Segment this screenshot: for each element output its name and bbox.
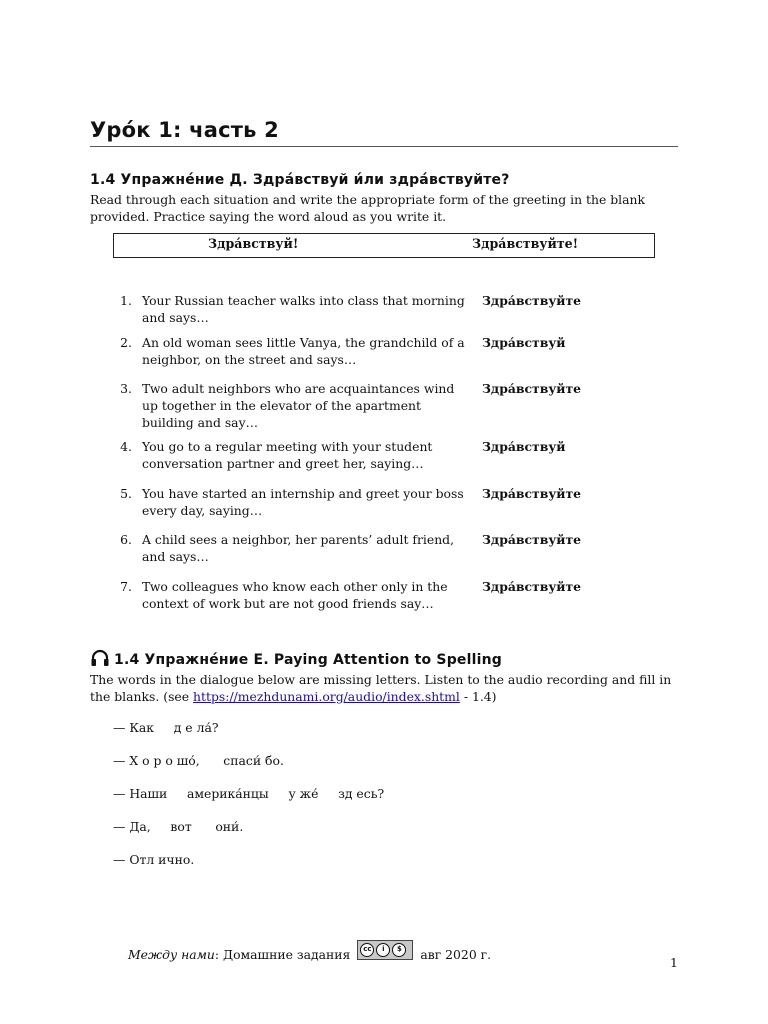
exercise-e-heading-row: [90, 649, 502, 671]
footer-book-title: Между нами: [128, 946, 215, 962]
item-answer: Здра́вствуй: [482, 439, 566, 454]
item-situation: An old woman sees little Vanya, the grandchild of a neighbor, on the street and says…: [142, 335, 465, 367]
item-number: 2.: [120, 335, 132, 350]
dialogue-line: — Наши америка́нцы у же́ зд есь?: [113, 786, 385, 801]
title-divider: [90, 146, 678, 147]
item-answer: Здра́вствуйте: [482, 532, 582, 547]
item-answer: Здра́вствуйте: [482, 381, 582, 396]
choice-formal: Здра́вствуйте!: [472, 236, 579, 251]
dialogue-line: — Отл ично.: [113, 852, 195, 867]
exercise-e-instructions: [90, 672, 680, 705]
item-situation: Your Russian teacher walks into class that morning and says…: [142, 293, 465, 325]
choice-informal: Здра́вствуй!: [208, 236, 299, 251]
cc-license-icon: cc i $: [357, 940, 413, 960]
item-number: 3.: [120, 381, 132, 396]
headphones-icon: [90, 649, 110, 671]
item-answer: Здра́вствуйте: [482, 293, 582, 308]
item-answer: Здра́вствуйте: [482, 486, 582, 501]
item-answer: Здра́вствуйте: [482, 579, 582, 594]
item-situation: Two colleagues who know each other only in the context of work but are not good friends say…: [142, 579, 448, 611]
dialogue-line: — Как д е ла́?: [113, 720, 219, 735]
footer-subtitle: : Домашние задания: [214, 946, 351, 962]
page-number: 1: [670, 955, 678, 970]
item-situation: You go to a regular meeting with your student conversation partner and greet her, saying…: [142, 439, 433, 471]
exercise-e-heading: 1.4 Упражне́ние Е. Paying Attention to Spelling: [114, 652, 503, 668]
item-answer: Здра́вствуй: [482, 335, 566, 350]
instructions-text: The words in the dialogue below are missing letters. Listen to the audio recording and fill in the blanks. (see: [90, 672, 672, 704]
item-situation: You have started an internship and greet your boss every day, saying…: [142, 486, 464, 518]
exercise-d-instructions: Read through each situation and write the appropriate form of the greeting in the blank provided. Practice saying the word aloud as you write it.: [90, 192, 646, 224]
dialogue-line: — Х о р о шо́, спаси́ бо.: [113, 753, 284, 768]
item-situation: Two adult neighbors who are acquaintances wind up together in the elevator of the apartment building and say…: [142, 381, 455, 430]
page-footer: [128, 944, 491, 964]
instructions-suffix: - 1.4): [459, 688, 497, 704]
footer-date: авг 2020 г.: [420, 946, 492, 962]
item-number: 5.: [120, 486, 132, 501]
item-situation: A child sees a neighbor, her parents’ adult friend, and says…: [142, 532, 455, 564]
audio-link[interactable]: https://mezhdunami.org/audio/index.shtml: [193, 688, 460, 704]
lesson-title: Уро́к 1: часть 2: [90, 118, 279, 142]
dialogue-line: — Да, вот они́.: [113, 819, 244, 834]
exercise-d-heading: 1.4 Упражне́ние Д. Здра́вствуй и́ли здра́вствуйте?: [90, 172, 510, 188]
item-number: 7.: [120, 579, 132, 594]
greeting-choice-box: [113, 233, 655, 258]
item-number: 6.: [120, 532, 132, 547]
item-number: 1.: [120, 293, 132, 308]
item-number: 4.: [120, 439, 132, 454]
